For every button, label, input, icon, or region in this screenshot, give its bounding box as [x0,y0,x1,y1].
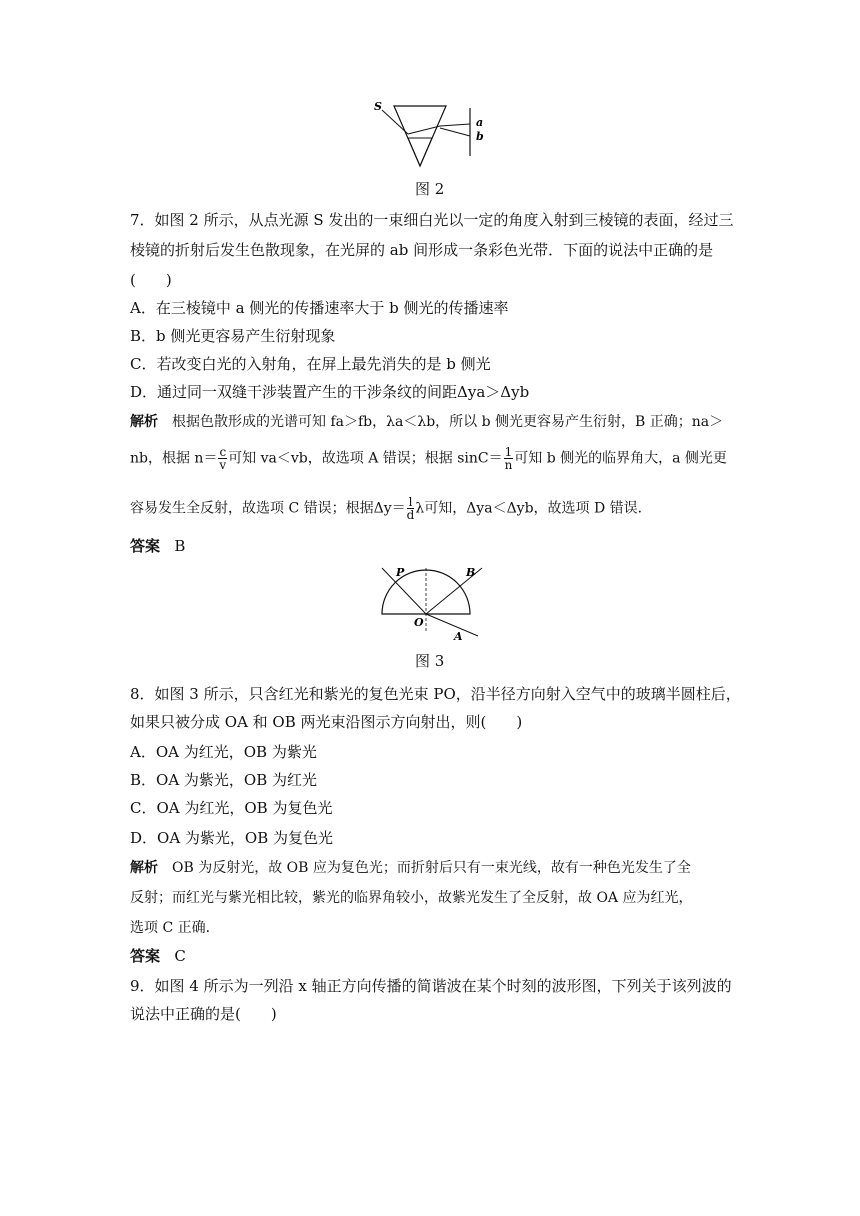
q8-analysis-text-1: OB 为反射光，故 OB 应为复色光；而折射后只有一束光线，故有一种色光发生了全 [172,860,691,876]
q8-answer [130,946,186,966]
prism-triangle-top [394,106,446,166]
fig2-label-S: S [374,100,382,113]
figure-3-semicircle [372,562,492,644]
fig3-label-O: O [414,616,424,629]
q7-stem-line-1: 7．如图 2 所示，从点光源 S 发出的一束细白光以一定的角度入射到三棱镜的表面，经过三 [130,211,734,229]
q7-stem-line-2: 棱镜的折射后发生色散现象，在光屏的 ab 间形成一条彩色光带．下面的说法中正确的是 [130,241,714,259]
q8-option-c: C．OA 为红光，OB 为复色光 [130,799,333,817]
frac-den: d [406,508,415,522]
q7-answer-label: 答案 [130,537,161,555]
fraction-1-over-n [504,446,514,471]
q8-stem-line-2: 如果只被分成 OA 和 OB 两光束沿图示方向射出，则( ) [130,713,523,731]
frac-den: n [504,458,513,472]
ray-b [440,128,470,136]
q9-stem-line-1: 9．如图 4 所示为一列沿 x 轴正方向传播的简谐波在某个时刻的波形图，下列关于该列波的 [130,977,732,995]
ray-a [440,124,470,126]
fig3-label-P: P [396,566,405,579]
fig3-label-A: A [454,630,463,643]
q7-analysis-text-1: 根据色散形成的光谱可知 fa＞fb，λa＜λb，所以 b 侧光更容易产生衍射，B 正确；na＞ [172,414,724,430]
q7-analysis-text-2a: nb，根据 n＝ [130,450,218,467]
frac-num: c [219,445,227,459]
q8-option-b: B．OA 为紫光，OB 为红光 [130,771,318,789]
figure-2-caption: 图 2 [415,180,445,198]
q7-option-b: B．b 侧光更容易产生衍射现象 [130,327,336,345]
q7-analysis-line-1 [130,412,723,432]
q8-option-a: A．OA 为红光，OB 为紫光 [130,743,317,761]
frac-num: 1 [504,445,513,459]
q8-analysis-label: 解析 [130,860,158,876]
incident-ray [382,110,408,134]
ray-OA [426,614,478,636]
fraction-c-over-v [218,446,227,471]
frac-den: v [219,458,227,472]
frac-num: l [408,495,413,509]
q7-analysis-line-2 [130,446,727,471]
q7-answer-value: B [174,537,186,555]
fraction-l-over-d [407,496,415,521]
q8-analysis-line-1 [130,858,691,878]
q7-option-a: A．在三棱镜中 a 侧光的传播速率大于 b 侧光的传播速率 [130,299,509,317]
prism-triangle-bottom [408,138,432,166]
q7-analysis-text-3b: λ可知，Δya＜Δyb，故选项 D 错误． [415,500,652,517]
q7-option-d: D．通过同一双缝干涉装置产生的干涉条纹的间距Δya＞Δyb [130,383,530,401]
figure-2-prism [370,96,500,172]
q8-answer-label: 答案 [130,947,161,965]
q7-stem-line-3: ( ) [130,271,172,289]
q7-answer [130,536,185,556]
fig2-label-a: a [476,116,484,129]
q8-answer-value: C [174,947,186,965]
fig2-label-b: b [476,130,484,143]
q8-analysis-line-2: 反射；而红光与紫光相比较，紫光的临界角较小，故紫光发生了全反射，故 OA 应为红光， [130,890,693,906]
figure-3-caption: 图 3 [415,652,445,670]
q7-analysis-text-2b: 可知 va＜vb，故选项 A 错误；根据 sinC＝ [228,450,503,467]
q8-option-d: D．OA 为紫光，OB 为复色光 [130,829,334,847]
q7-analysis-line-3 [130,496,652,521]
q7-analysis-label: 解析 [130,414,158,430]
q7-option-c: C．若改变白光的入射角，在屏上最先消失的是 b 侧光 [130,355,491,373]
q8-stem-line-1: 8．如图 3 所示，只含红光和紫光的复色光束 PO，沿半径方向射入空气中的玻璃半圆柱后， [130,685,741,703]
q8-analysis-line-3: 选项 C 正确． [130,920,220,936]
q9-stem-line-2: 说法中正确的是( ) [130,1005,277,1023]
q7-analysis-text-3a: 容易发生全反射，故选项 C 错误；根据Δy＝ [130,500,406,517]
fig3-label-B: B [466,566,476,579]
q7-analysis-text-2c: 可知 b 侧光的临界角大，a 侧光更 [514,450,727,467]
